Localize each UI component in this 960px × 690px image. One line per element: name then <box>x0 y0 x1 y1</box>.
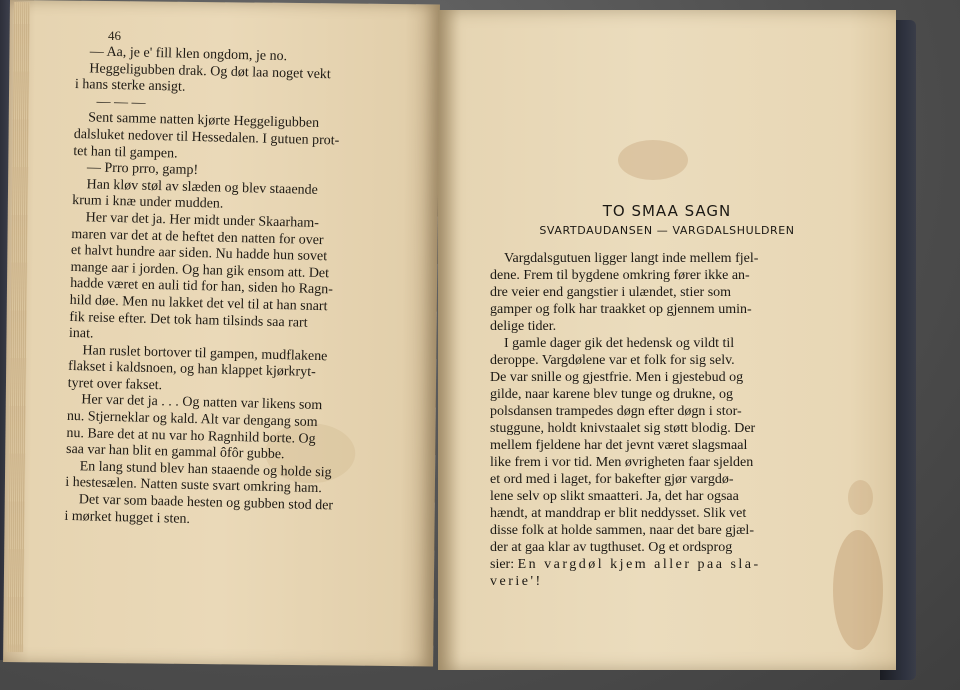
text-line: delige tider. <box>490 319 557 334</box>
text-line: deroppe. Vargdølene var et folk for sig selv. <box>490 353 735 368</box>
text-line: — — — <box>96 94 146 111</box>
text-line: tyret over fakset. <box>67 375 163 394</box>
text-line: hild døe. Men nu lakket det vel til at han snart <box>69 292 328 315</box>
text-line: disse folk at holde sammen, naar det bare gjæl- <box>490 523 754 538</box>
left-page-text <box>64 44 392 533</box>
text-line: maren var det at de heftet den natten for over <box>71 226 324 248</box>
text-line: mange aar i jorden. Og han gik ensom att. Det <box>70 259 330 281</box>
text-line: i hans sterke ansigt. <box>74 77 186 95</box>
text-line <box>490 573 846 590</box>
text-line: Vargdalsgutuen ligger langt inde mellem fjel- <box>504 251 759 266</box>
text-line: gamper og folk har traakket op gjennem umin- <box>490 302 752 317</box>
text-line: De var snille og gjestfrie. Men i gjestebud og <box>490 370 744 385</box>
text-line: i mørket hugget i sten. <box>64 508 191 527</box>
text-line: et ord med i laget, for bakefter gjør vargdø- <box>490 472 734 487</box>
text-line: der at gaa klar av tugthuset. Og et ordsprog <box>490 540 733 555</box>
paper-stain <box>848 480 873 515</box>
proverb: En vargdøl kjem aller paa sla- <box>517 557 761 572</box>
text-line: stuggune, holdt knivstaalet sig støtt blodig. Der <box>490 421 756 436</box>
story-title: TO SMAA SAGN <box>602 202 732 220</box>
text-line: dalsluket nedover til Hessedalen. I gutuen prot- <box>73 126 340 149</box>
text-line: tet han til gampen. <box>73 143 178 162</box>
text-line: saa var han blit en gammal ôfôr gubbe. <box>65 442 285 463</box>
proverb-end: verie'! <box>490 574 543 589</box>
text-line: Det var som baade hesten og gubben stod der <box>78 492 334 514</box>
text-line: mellem fjeldene har det jevnt været slagsmaal <box>490 438 748 453</box>
text-line: lene selv op slikt smaatteri. Ja, det har ogsaa <box>490 489 739 504</box>
text-line: I gamle dager gik det hedensk og vildt til <box>504 336 735 351</box>
text-line: krum i knæ under mudden. <box>71 193 224 212</box>
text-line: hændt, at manddrap er blit neddysset. Slik vet <box>490 506 747 521</box>
paper-stain <box>618 140 688 180</box>
text-line: fik reise efter. Det tok ham tilsinds saa rart <box>69 309 308 331</box>
right-page-text <box>490 250 846 590</box>
text-line <box>490 556 846 573</box>
text-line: nu. Stjerneklar og kald. Alt var dengang som <box>66 408 318 431</box>
text-line: — Aa, je e' fill klen ongdom, je no. <box>89 44 288 65</box>
page-number: 46 <box>108 28 121 43</box>
text-line: like frem i vor tid. Men øvrigheten faar sjelden <box>490 455 754 470</box>
story-subtitle: SVARTDAUDANSEN — VARGDALSHULDREN <box>539 224 795 237</box>
text-fragment: sier: <box>490 557 515 572</box>
page-edges <box>7 2 30 652</box>
text-line: Her var det ja. Her midt under Skaarham- <box>85 210 320 231</box>
text-line: dene. Frem til bygdene omkring fører ikke an- <box>490 268 750 283</box>
text-line: inat. <box>68 326 94 342</box>
text-line: — Prro prro, gamp! <box>86 160 199 179</box>
text-line: hadde været en auli tid for han, siden ho Ragn- <box>69 276 334 298</box>
text-line: Han ruslet bortover til gampen, mudflakene <box>82 342 328 364</box>
text-line: Sent samme natten kjørte Heggeligubben <box>88 110 320 132</box>
text-line: gilde, naar karene blev tunge og drukne, og <box>490 387 733 402</box>
right-page <box>438 10 896 670</box>
text-line: Heggeligubben drak. Og døt laa noget vekt <box>89 60 331 82</box>
text-line: Han kløv støl av slæden og blev staaende <box>86 177 319 198</box>
text-line: nu. Bare det at nu var ho Ragnhild borte. Og <box>66 425 316 447</box>
text-line: et halvt hundre aar siden. Nu hadde hun sovet <box>70 243 328 265</box>
text-line: i hestesælen. Natten suste svart omkring ham. <box>65 475 323 497</box>
text-line: polsdansen trampedes døgn efter døgn i stor- <box>490 404 742 419</box>
text-line: Her var det ja . . . Og natten var likens som <box>81 392 323 414</box>
text-line: En lang stund blev han staaende og holde sig <box>79 459 332 481</box>
text-line: flakset i kaldsnoen, og han klappet kjørkryt- <box>67 359 316 381</box>
text-line: dre veier end gangstier i ulændet, stier som <box>490 285 732 300</box>
